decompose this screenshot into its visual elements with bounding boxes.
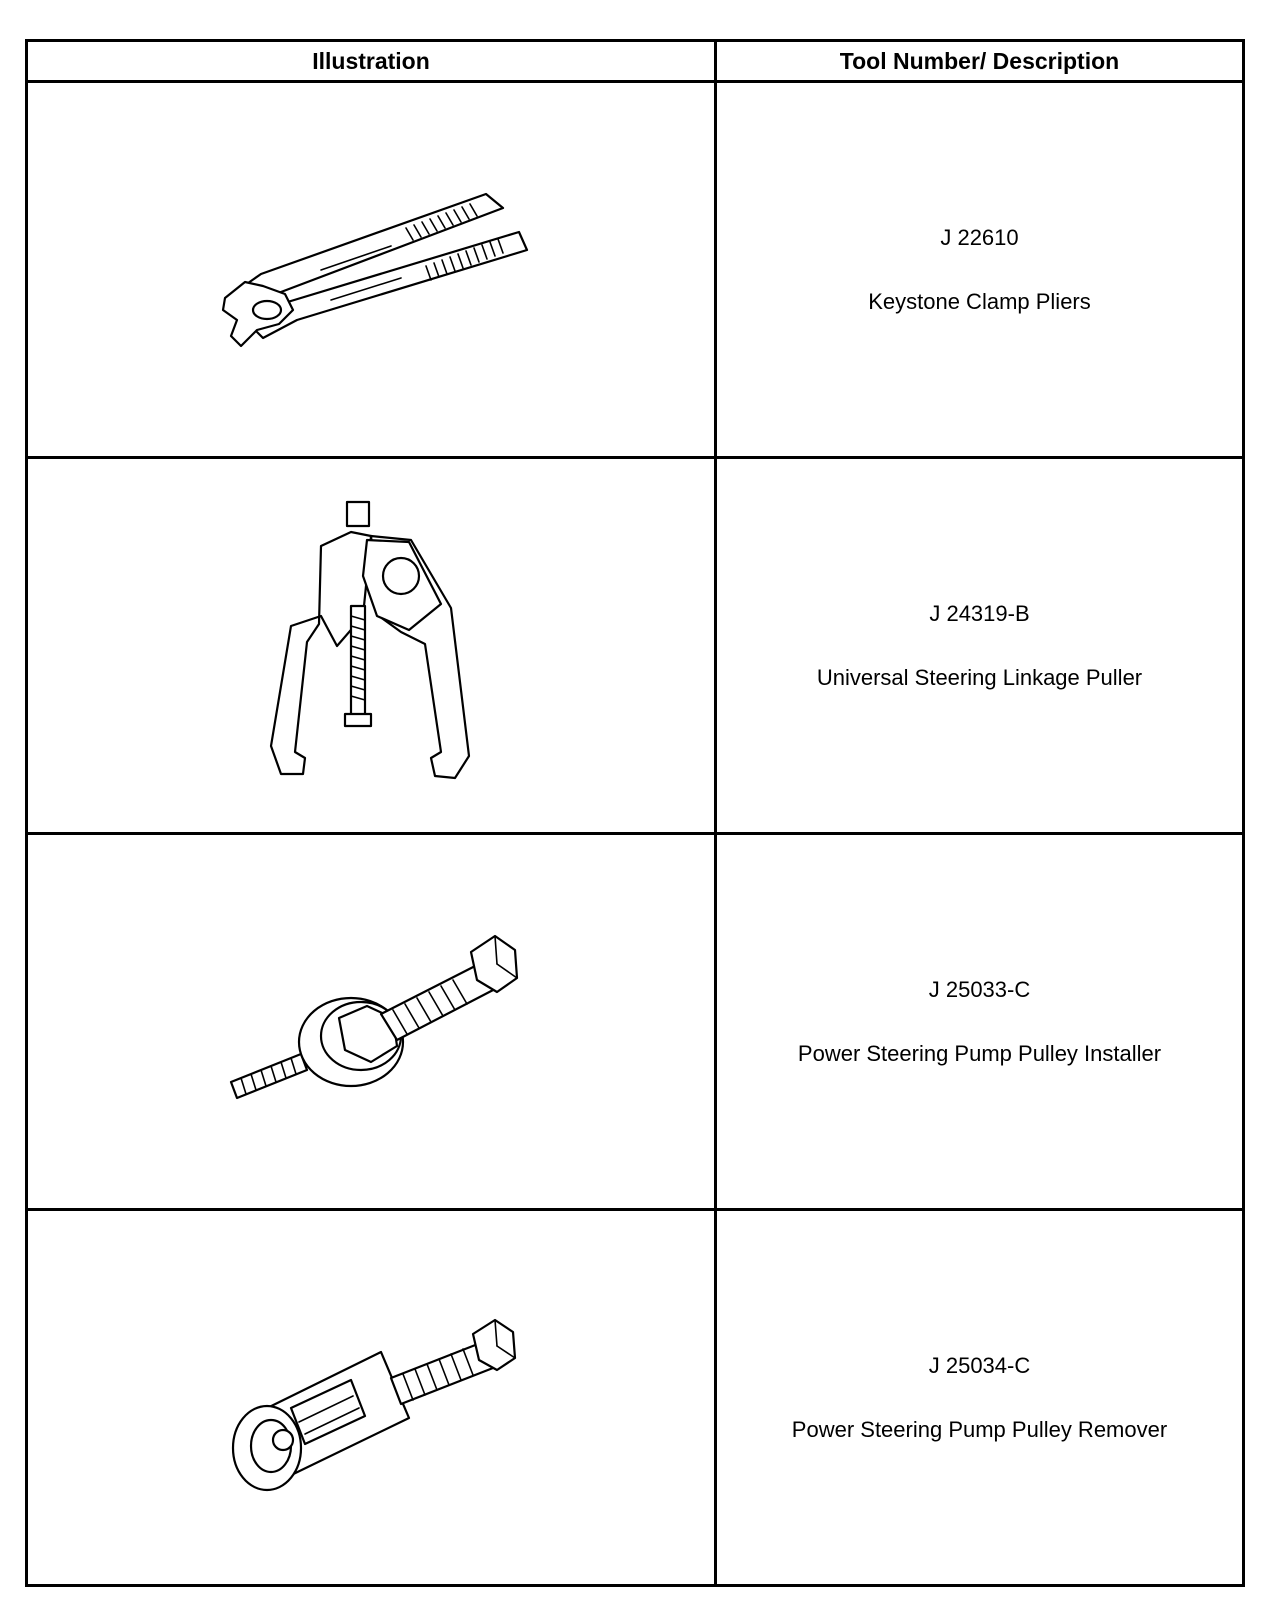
tool-description: Universal Steering Linkage Puller [816,664,1143,690]
pulley-installer-icon [221,922,521,1122]
illustration-column-header: Illustration [27,41,716,82]
pulley-remover-icon [221,1298,521,1498]
tool-number: J 24319-B [929,600,1030,626]
tool-number: J 25034-C [928,1352,1031,1378]
keystone-clamp-pliers-icon [201,170,541,370]
table-row [27,834,1244,1210]
steering-linkage-puller-icon [241,496,501,796]
tool-description: Keystone Clamp Pliers [868,288,1091,314]
tool-description-cell [716,82,1244,458]
tool-description-cell [716,458,1244,834]
tool-number: J 22610 [940,224,1019,250]
tool-description: Power Steering Pump Pulley Remover [791,1416,1168,1442]
illustration-cell [27,1210,716,1586]
table-header-row [27,41,1244,82]
tool-description-cell [716,834,1244,1210]
tool-description: Power Steering Pump Pulley Installer [797,1040,1162,1066]
illustration-cell [27,458,716,834]
table-row [27,458,1244,834]
tool-description-cell [716,1210,1244,1586]
table-row [27,1210,1244,1586]
special-tools-table [25,39,1245,1587]
tool-description-column-header: Tool Number/ Description [716,41,1244,82]
illustration-cell [27,834,716,1210]
illustration-cell [27,82,716,458]
tool-number: J 25033-C [928,976,1031,1002]
table-row [27,82,1244,458]
